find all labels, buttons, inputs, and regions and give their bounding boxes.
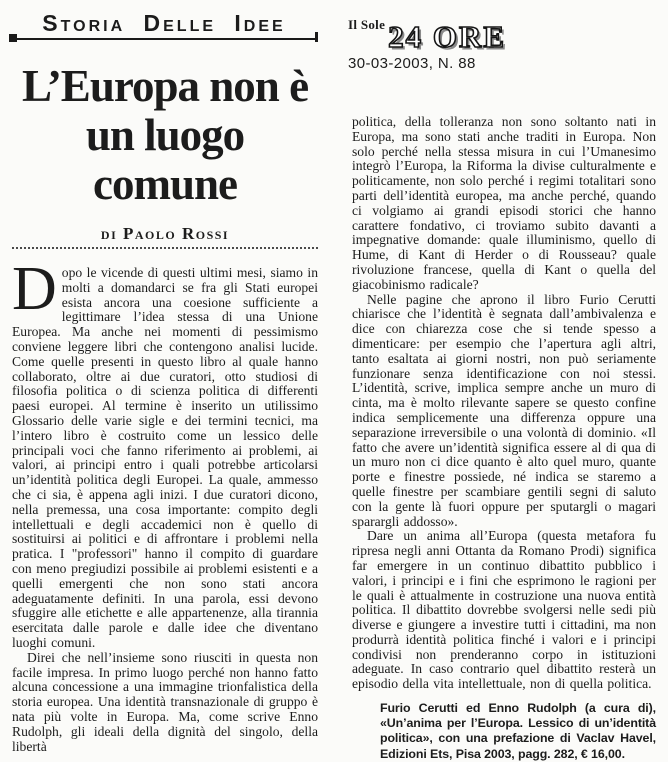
headline-line-1: L’Europa non è xyxy=(21,61,309,111)
headline-line-2: un luogo xyxy=(85,110,245,160)
masthead xyxy=(348,16,506,72)
paragraph-text: opo le vicende di questi ultimi mesi, siamo in molti a domandarci se fra gli Stati europei esista ancora una coesione sufficiente a legittimare l’idea stessa di una Unione Europea. Ma anche nei momenti di pessimismo conviene leggere libri che contengono analisi lucide. Come quelle presenti in questo libro al quale hanno collaborato, oltre ai due curatori, otto studiosi di filosofia politica o di scienza politica di differenti paesi europei. Al termine è inserito un utilissimo Glossario delle varie sigle e dei termini tecnici, ma l’intero libro è costruito come un lessico delle principali voci che fanno riferimento ai problemi, ai valori, ai principi entro i quali potrebbe articolarsi un’identità politica degli Europei. La quale, ammesso che ci sia, è appena agli inizi. I due curatori dicono, nella premessa, una cosa importante: compito degli intellettuali e degli accademici non è quello di sostituirsi ai politici e di affrontare i problemi nella pratica. I "professori" hanno il compito di guardare con meno pregiudizi possibile ai problemi esistenti e a quelli emergenti che non sono stati ancora adeguatamente definiti. In una parola, essi devono sfuggire alle etichette e alle appartenenze, alla tirannia esercitata dalle parole e dalle idee che diventano luoghi comuni. xyxy=(12,265,318,650)
right-column xyxy=(352,115,656,762)
logo-24-ore: 24 ORE xyxy=(388,19,507,54)
headline-line-3: comune xyxy=(93,159,237,209)
newspaper-logo xyxy=(348,16,506,52)
byline-dotted-rule xyxy=(12,247,318,249)
article-paragraph: Dare un anima all’Europa (questa metafora fu ripresa negli anni Ottanta da Romano Prodi) significa far emergere in un continuo dibattito pubblico i valori, i principi e i fini che esprimono le ragioni per le quali è attualmente in costruzione una nuova entità politica. Il dibattito dovrebbe svolgersi nelle sedi più diverse e giungere a investire tutti i cittadini, ma non produrrà identità politica finché i valori e i principi condivisi non prenderanno corpo in istituzioni adeguate. In caso contrario quel dibattito resterà un episodio della vita intellettuale, non di quella politica. xyxy=(352,528,656,692)
section-rule xyxy=(10,38,318,40)
section-header xyxy=(10,10,318,40)
article-headline xyxy=(12,62,318,209)
article-paragraph xyxy=(12,255,318,651)
article-paragraph: politica, della tolleranza non sono soltanto nati in Europa, ma sono stati anche traditi in Europa. Non solo perché nella stessa misura in cui l’Umanesimo integrò l’Europa, la Riforma la divise culturalmente e politicamente, non solo perché i regimi totalitari sono parti dell’identità europea, ma anche perché, quando ci volgiamo ai grandi episodi storici che hanno carattere fondativo, ci troviamo subito davanti a impegnative domande: quale illuminismo, quello di Hume, di Kant di Herder o di Rousseau? quale rivoluzione francese, quella di Kant o quella del giacobinismo radicale? xyxy=(352,114,656,292)
byline: di Paolo Rossi xyxy=(100,224,230,243)
issue-date: 30-03-2003, N. 88 xyxy=(348,55,476,72)
logo-il-sole: Il Sole xyxy=(348,17,386,32)
book-reference-note: Furio Cerutti ed Enno Rudolph (a cura di), «Un’anima per l’Europa. Lessico di un’identità politica», con una prefazione di Vaclav Havel, Edizioni Ets, Pisa 2003, pagg. 282, € 16,00. xyxy=(380,701,656,761)
rule-right-tick xyxy=(315,32,318,42)
section-title: Storia Delle Idee xyxy=(42,10,286,36)
rule-left-square xyxy=(9,34,17,42)
article-paragraph: Nelle pagine che aprono il libro Furio Cerutti chiarisce che l’identità è segnata dall’ambivalenza e dice con chiarezza cose che si tende spesso a dimenticare: per esempio che l’apertura agli altri, tanto esaltata ai giorni nostri, non può seriamente funzionare senza identificazione con noi stessi. L’identità, scrive, implica sempre anche un muro di cinta, ma è molto rilevante sapere se questo confine indica semplicemente una differenza oppure una separazione irreversibile o una volontà di dominio. «Il fatto che avere un’identità significa essere al di qua di un muro non ci dice quanto è alto quel muro, quante porte e finestre possiede, né indica se staremo a quelle finestre per scambiare gentili segni di saluto con la gente là fuori oppure per sputargli o magari sparargli addosso». xyxy=(352,291,656,529)
dropcap: D xyxy=(12,255,57,323)
left-column xyxy=(12,56,318,754)
article-paragraph: Direi che nell’insieme sono riusciti in questa non facile impresa. In primo luogo perché non hanno fatto alcuna concessione a una immagine trionfalistica della storia europea. Una identità transnazionale di gruppo è nata più volte in Europa. Ma, come scrive Enno Rudolph, gli ideali della dignità del singolo, della libertà xyxy=(12,649,318,754)
